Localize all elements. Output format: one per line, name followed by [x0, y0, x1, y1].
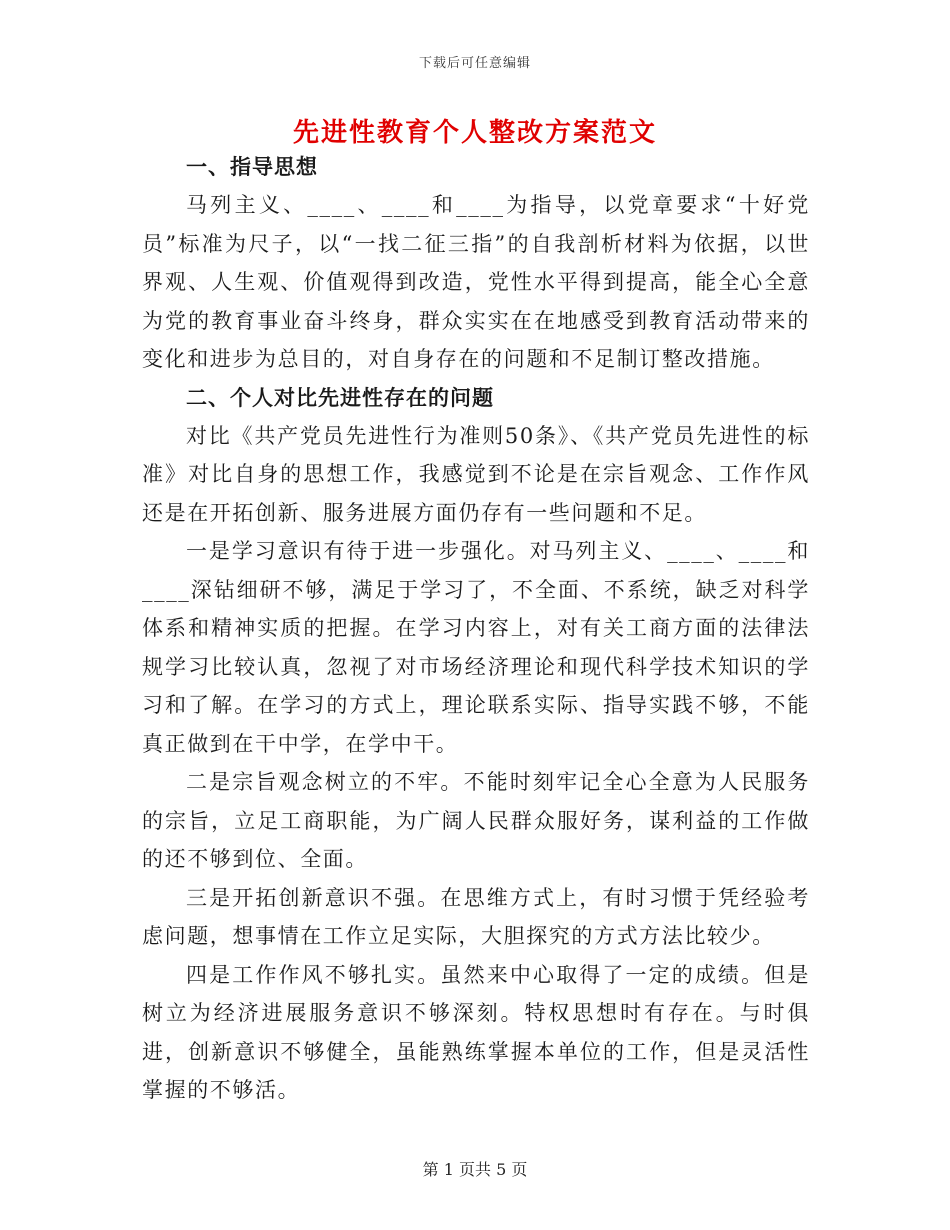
- paragraph: 三是开拓创新意识不强。在思维方式上，有时习惯于凭经验考虑问题，想事情在工作立足实际，大胆探究的方式方法比较少。: [142, 885, 810, 948]
- paragraph: 四是工作作风不够扎实。虽然来中心取得了一定的成绩。但是树立为经济进展服务意识不够深刻。特权思想时有存在。与时俱进，创新意识不够健全，虽能熟练掌握本单位的工作，但是灵活性掌握的不够活。: [142, 962, 810, 1102]
- paragraph: 对比《共产党员先进性行为准则50条》、《共产党员先进性的标准》对比自身的思想工作，我感觉到不论是在宗旨观念、工作作风还是在开拓创新、服务进展方面仍存有一些问题和不足。: [142, 423, 810, 525]
- page-header-note: 下载后可任意编辑: [418, 56, 531, 71]
- document-body: [142, 148, 810, 1110]
- section-heading-problems: 二、个人对比先进性存在的问题: [186, 384, 494, 410]
- section-heading-guiding-thought: 一、指导思想: [186, 154, 318, 179]
- document-title: 先进性教育个人整改方案范文: [292, 118, 657, 148]
- paragraph: 马列主义、____、____和____为指导，以党章要求“十好党员”标准为尺子，以“一找二征三指”的自我剖析材料为依据，以世界观、人生观、价值观得到改造，党性水平得到提高，能全心全意为党的教育事业奋斗终身，群众实实在在地感受到教育活动带来的变化和进步为总目的，对自身存在的问题和不足制订整改措施。: [142, 193, 810, 371]
- paragraph: 一是学习意识有待于进一步强化。对马列主义、____、____和____深钻细研不够，满足于学习了，不全面、不系统，缺乏对科学体系和精神实质的把握。在学习内容上，对有关工商方面的法律法规学习比较认真，忽视了对市场经济理论和现代科学技术知识的学习和了解。在学习的方式上，理论联系实际、指导实践不够，不能真正做到在干中学，在学中干。: [142, 539, 810, 756]
- page-number: 第 1 页共 5 页: [422, 1160, 528, 1179]
- paragraph: 二是宗旨观念树立的不牢。不能时刻牢记全心全意为人民服务的宗旨，立足工商职能，为广阔人民群众服好务，谋利益的工作做的还不够到位、全面。: [142, 770, 810, 871]
